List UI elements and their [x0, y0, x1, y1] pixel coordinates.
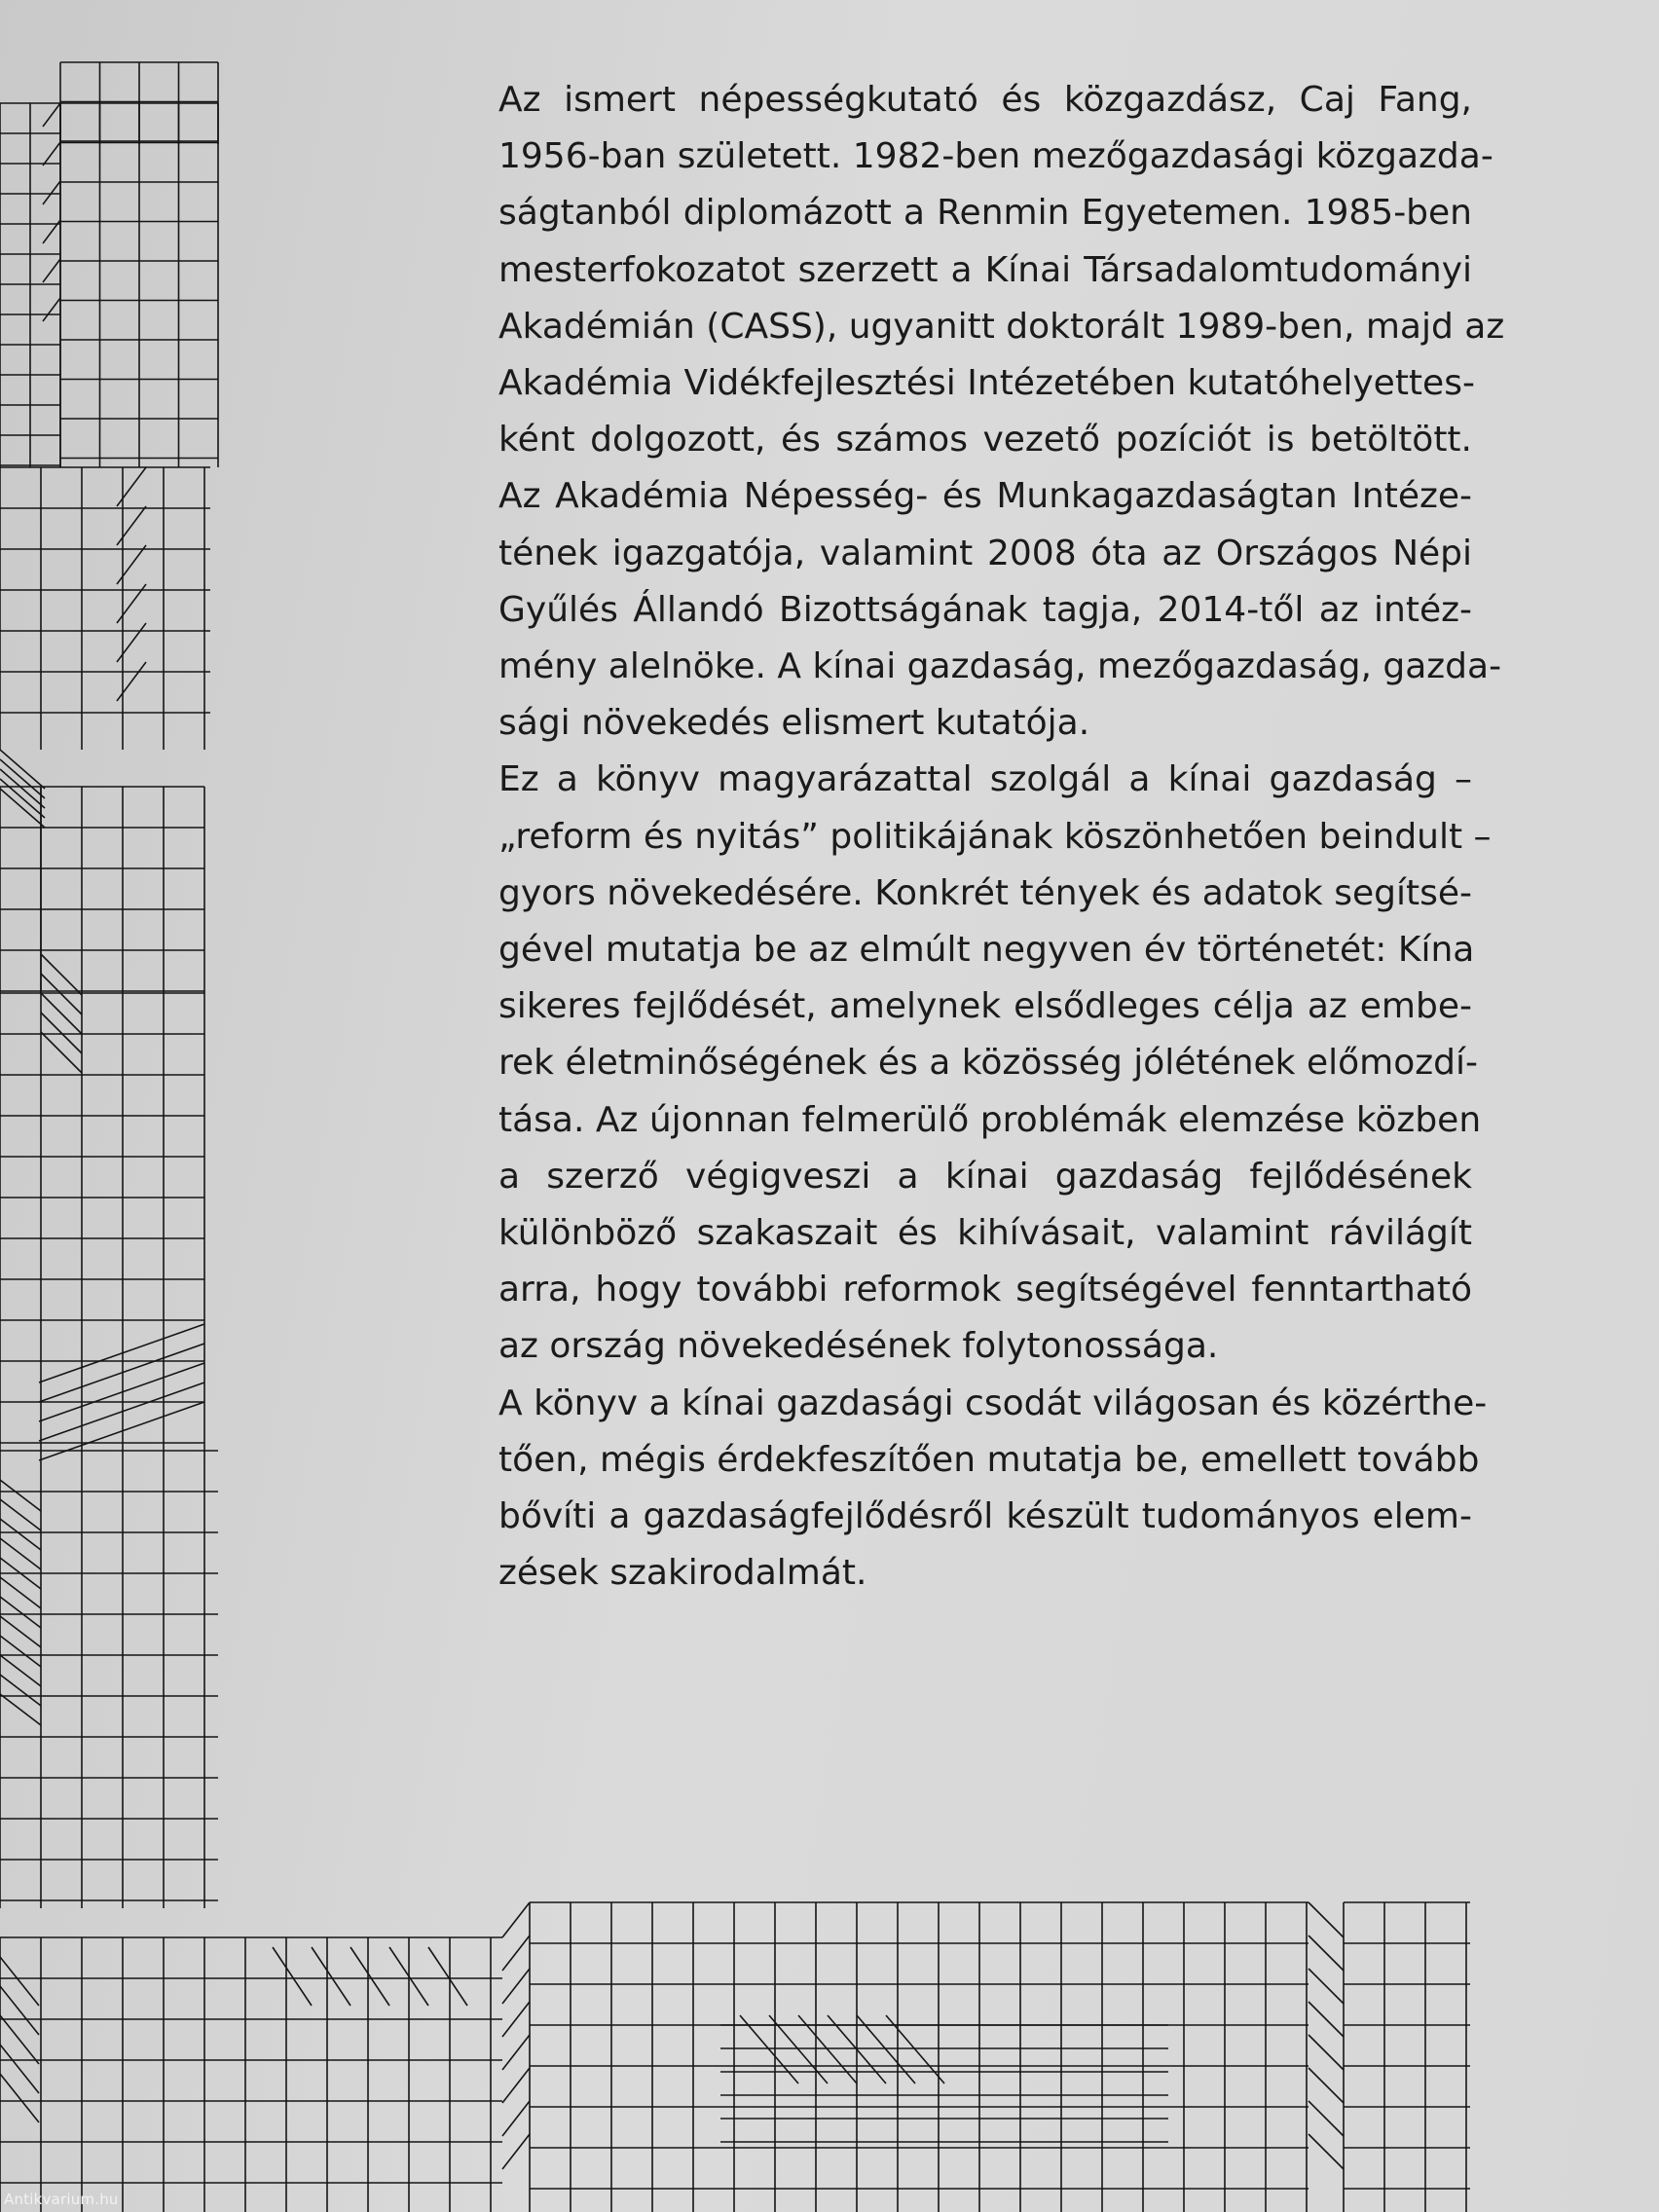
watermark: Antikvarium.hu: [4, 2191, 119, 2208]
text-line: sikeres fejlődését, amelynek elsődleges célja az embe-: [498, 986, 1472, 1027]
text-line: mesterfokozatot szerzett a Kínai Társadalomtudományi: [498, 249, 1472, 290]
text-line: Az ismert népességkutató és közgazdász, Caj Fang,: [498, 80, 1472, 120]
text-line: „reform és nyitás” politikájának köszönhetően beindult –: [498, 816, 1492, 857]
text-line: bővíti a gazdaságfejlődésről készült tudományos elem-: [498, 1496, 1472, 1537]
text-line: sági növekedés elismert kutatója.: [498, 703, 1090, 744]
text-line: rek életminőségének és a közösség jólétének előmozdí-: [498, 1043, 1478, 1084]
text-line: az ország növekedésének folytonossága.: [498, 1326, 1219, 1367]
text-line: ként dolgozott, és számos vezető pozíciót is betöltött.: [498, 420, 1472, 461]
blurb-paragraph: [498, 752, 1492, 1375]
text-line: arra, hogy további reformok segítségével fenntartható: [498, 1270, 1472, 1310]
text-line: zések szakirodalmát.: [498, 1553, 867, 1594]
text-line: Akadémia Vidékfejlesztési Intézetében kutatóhelyettes-: [498, 363, 1475, 404]
blurb-paragraph: [498, 1376, 1488, 1603]
text-line: mény alelnöke. A kínai gazdaság, mezőgazdaság, gazda-: [498, 646, 1502, 687]
text-line: Az Akadémia Népesség- és Munkagazdaságtan Intéze-: [498, 476, 1472, 517]
back-cover-blurb: [498, 72, 1505, 1602]
text-line: tének igazgatója, valamint 2008 óta az Országos Népi: [498, 533, 1472, 573]
text-line: tása. Az újonnan felmerülő problémák elemzése közben: [498, 1099, 1482, 1140]
text-line: gyors növekedésére. Konkrét tények és adatok segítsé-: [498, 872, 1472, 913]
text-line: Akadémián (CASS), ugyanitt doktorált 1989-ben, majd az: [498, 306, 1505, 347]
text-line: A könyv a kínai gazdasági csodát világosan és közérthe-: [498, 1382, 1488, 1423]
text-line: ságtanból diplomázott a Renmin Egyetemen. 1985-ben: [498, 193, 1472, 234]
text-line: Ez a könyv magyarázattal szolgál a kínai gazdaság –: [498, 759, 1472, 800]
text-line: Gyűlés Állandó Bizottságának tagja, 2014-től az intéz-: [498, 589, 1472, 630]
text-line: gével mutatja be az elmúlt negyven év történetét: Kína: [498, 930, 1475, 971]
text-line: a szerző végigveszi a kínai gazdaság fejlődésének: [498, 1156, 1472, 1197]
text-line: tően, mégis érdekfeszítően mutatja be, emellett tovább: [498, 1439, 1480, 1480]
text-line: különböző szakaszait és kihívásait, valamint rávilágít: [498, 1213, 1472, 1254]
text-line: 1956-ban született. 1982-ben mezőgazdasági közgazda-: [498, 136, 1493, 177]
blurb-paragraph: [498, 72, 1505, 752]
